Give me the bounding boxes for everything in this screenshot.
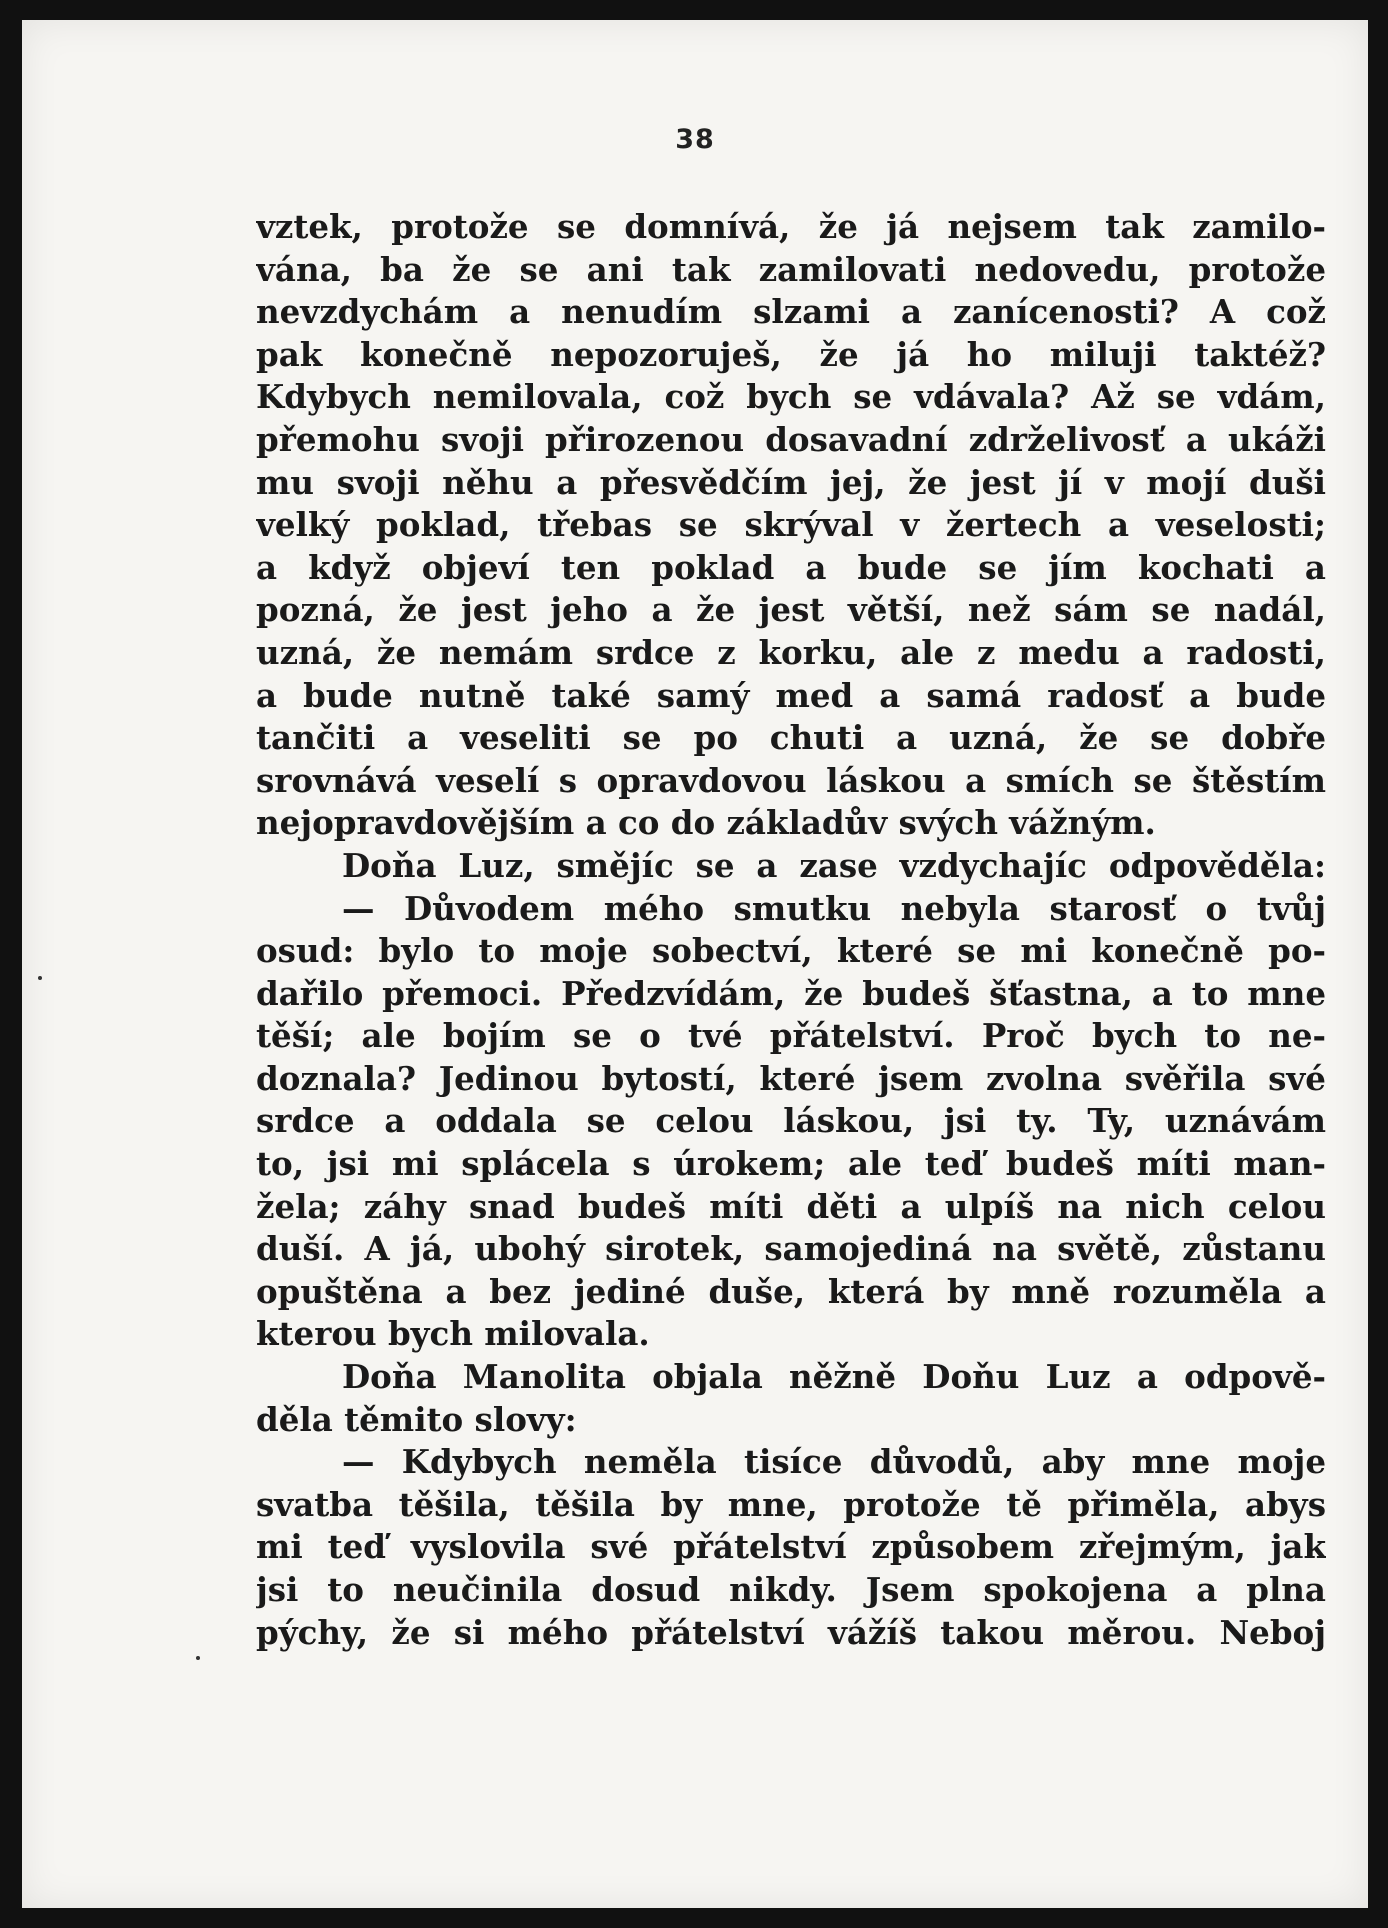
text-line: nejopravdovějším a co do základův svých vážným. [256, 803, 1156, 843]
scan-speck [38, 976, 42, 980]
text-line: mi teď vyslovila své přátelství způsobem zřejmým, jak [256, 1527, 1326, 1567]
book-page [22, 20, 1368, 1908]
text-line: — Kdybych neměla tisíce důvodů, aby mne moje [342, 1442, 1326, 1482]
text-line: děla těmito slovy: [256, 1399, 577, 1439]
text-line: doznala? Jedinou bytostí, které jsem zvolna svěřila své [256, 1058, 1326, 1098]
text-line: vána, ba že se ani tak zamilovati nedovedu, protože [256, 249, 1326, 289]
text-line: nevzdychám a nenudím slzami a zanícenosti? A což [256, 292, 1326, 332]
text-line: dařilo přemoci. Předzvídám, že budeš šťastna, a to mne [256, 973, 1326, 1013]
text-line: Doňa Luz, smějíc se a zase vzdychajíc odpověděla: [342, 845, 1326, 885]
text-line: srdce a oddala se celou láskou, jsi ty. Ty, uznávám [256, 1101, 1326, 1141]
text-line: opuštěna a bez jediné duše, která by mně rozuměla a [256, 1271, 1326, 1311]
text-line: přemohu svoji přirozenou dosavadní zdrželivosť a ukáži [256, 419, 1326, 459]
text-line: pýchy, že si mého přátelství vážíš takou měrou. Neboj [256, 1612, 1326, 1652]
text-line: to, jsi mi splácela s úrokem; ale teď budeš míti man- [256, 1144, 1326, 1184]
text-line: osud: bylo to moje sobectví, které se mi konečně po- [256, 931, 1326, 971]
text-line: těší; ale bojím se o tvé přátelství. Proč bych to ne- [256, 1016, 1326, 1056]
text-line: žela; záhy snad budeš míti děti a ulpíš na nich celou [256, 1186, 1326, 1226]
text-line: tančiti a veseliti se po chuti a uzná, že se dobře [256, 718, 1326, 758]
text-line: duší. A já, ubohý sirotek, samojediná na světě, zůstanu [256, 1229, 1326, 1269]
text-line: — Důvodem mého smutku nebyla starosť o tvůj [342, 888, 1326, 928]
body-text [256, 206, 1326, 1654]
text-line: Doňa Manolita objala něžně Doňu Luz a odpově- [342, 1357, 1326, 1397]
scan-speck [196, 1656, 200, 1660]
text-line: vztek, protože se domnívá, že já nejsem tak zamilo- [256, 207, 1326, 246]
text-line: srovnává veselí s opravdovou láskou a smích se štěstím [256, 760, 1326, 800]
text-line: Kdybych nemilovala, což bych se vdávala? Až se vdám, [256, 377, 1326, 417]
text-line: jsi to neučinila dosud nikdy. Jsem spokojena a plna [256, 1570, 1326, 1609]
text-line: a když objeví ten poklad a bude se jím kochati a [256, 547, 1326, 587]
text-line: kterou bych milovala. [256, 1314, 650, 1354]
text-line: uzná, že nemám srdce z korku, ale z medu a radosti, [256, 632, 1326, 672]
text-line: pak konečně nepozoruješ, že já ho miluji taktéž? [256, 334, 1326, 374]
text-line: pozná, že jest jeho a že jest větší, než sám se nadál, [256, 590, 1326, 630]
text-line: a bude nutně také samý med a samá radosť a bude [256, 675, 1326, 715]
page-number: 38 [675, 124, 715, 155]
text-line: svatba těšila, těšila by mne, protože tě přiměla, abys [256, 1484, 1326, 1524]
text-line: velký poklad, třebas se skrýval v žertech a veselosti; [256, 505, 1326, 545]
text-line: mu svoji něhu a přesvědčím jej, že jest jí v mojí duši [256, 462, 1326, 502]
